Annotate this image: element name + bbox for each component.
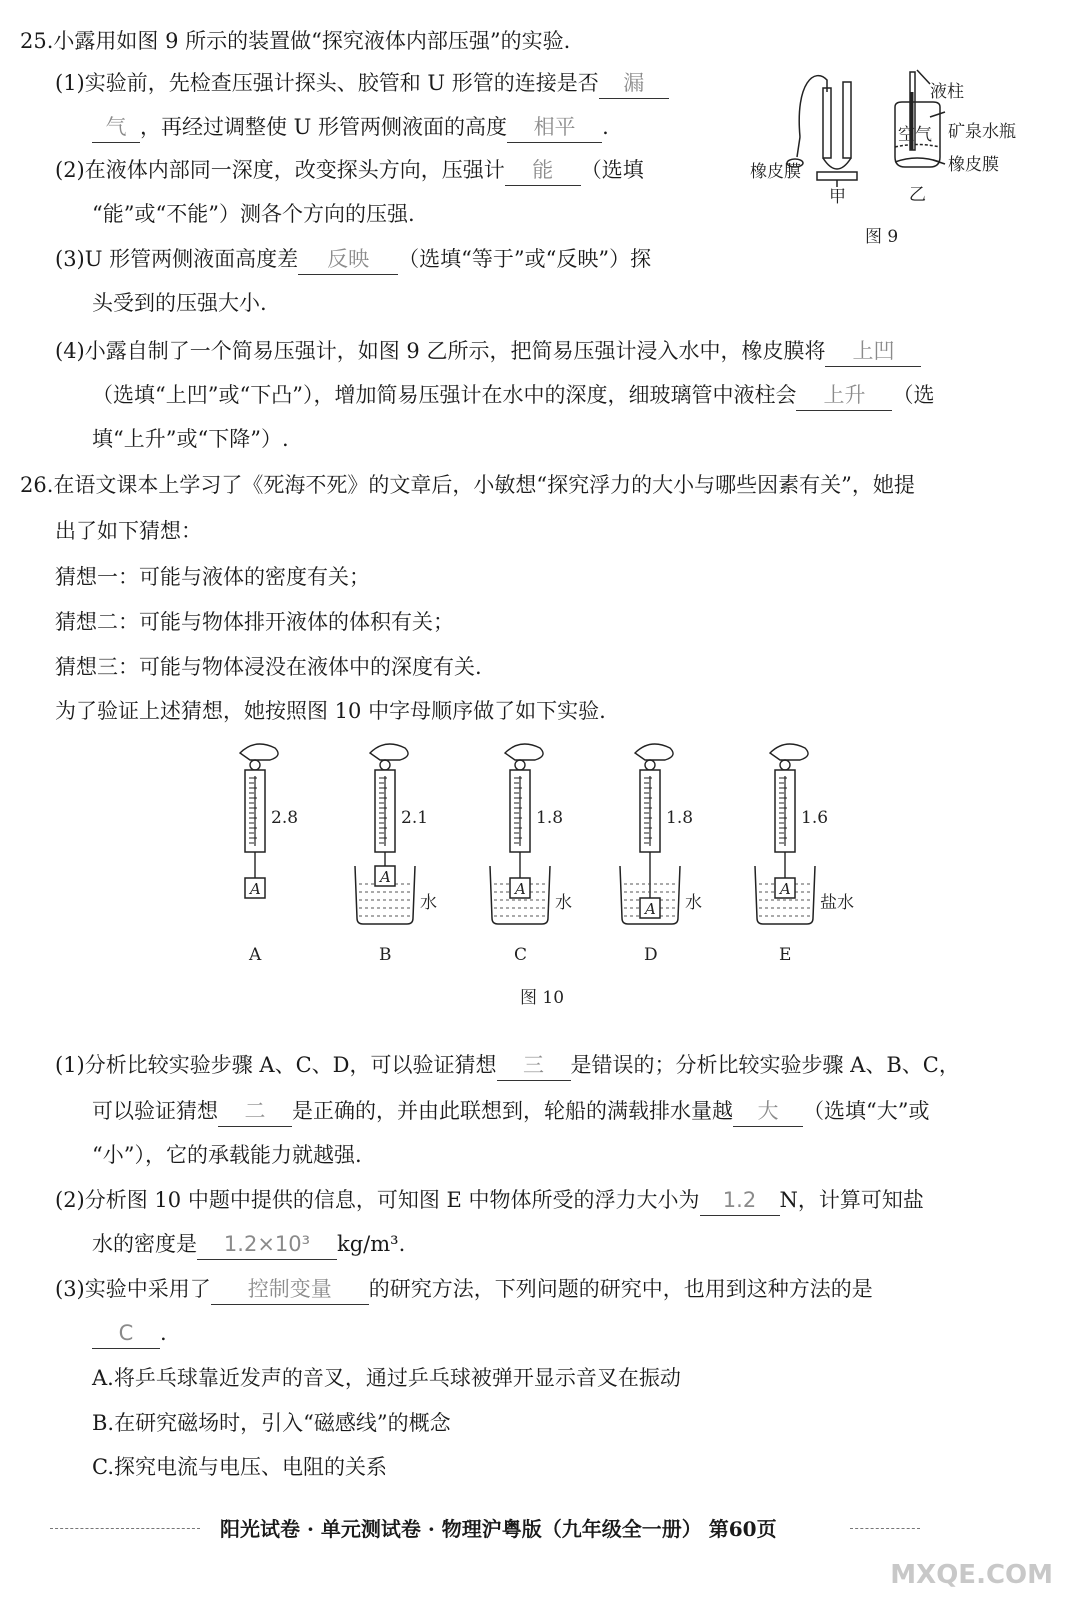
q26-guess3: 猜想三：可能与物体浸没在液体中的深度有关. (55, 655, 482, 679)
q25-part4-line2 (92, 380, 934, 411)
block-label: A (380, 868, 391, 886)
scale-reading: 1.8 (536, 808, 564, 828)
q25-p1b: ，再经过调整使 U 形管两侧液面的高度 (140, 115, 508, 139)
q26-p1a: (1)分析比较实验步骤 A、C、D，可以验证猜想 (55, 1053, 497, 1077)
q25-title: 25.小露用如图 9 所示的装置做“探究液体内部压强”的实验. (20, 29, 571, 53)
q26-p1e: （选填“大”或 (803, 1099, 930, 1123)
scale-reading: 2.8 (271, 808, 299, 828)
block-label: A (645, 900, 656, 918)
setup-letter: C (514, 945, 528, 965)
liquid-label: 水 (555, 893, 572, 913)
spring-scale-setup (490, 744, 572, 965)
liquid-label: 水 (420, 893, 437, 913)
block-label: A (515, 880, 526, 898)
fig9-rubber-left-label: 橡皮膜 (750, 162, 801, 182)
q25-p4a: (4)小露自制了一个简易压强计，如图 9 乙所示，把简易压强计浸入水中，橡皮膜将 (55, 339, 826, 363)
spring-scale-setup (355, 744, 437, 965)
liquid-label: 水 (685, 893, 702, 913)
footer-divider-left (50, 1528, 200, 1529)
answer-blank: 反映 (298, 244, 398, 275)
q25-p3a: (3)U 形管两侧液面高度差 (55, 247, 299, 271)
scale-reading: 1.8 (666, 808, 694, 828)
scale-reading: 1.6 (801, 808, 829, 828)
q26-part2-line1 (55, 1185, 924, 1216)
q25-part3-line1 (55, 244, 651, 275)
fig9-caption: 图 9 (865, 227, 899, 247)
fig9-yi-label: 乙 (909, 185, 926, 205)
q25-part1-line2 (92, 112, 609, 143)
answer-blank: 相平 (507, 112, 602, 143)
answer-blank: C (92, 1318, 160, 1349)
hand-icon (240, 744, 278, 760)
answer-blank: 三 (497, 1050, 571, 1081)
q26-title-line2: 出了如下猜想： (55, 519, 202, 543)
q26-p2a: (2)分析图 10 中题中提供的信息，可知图 E 中物体所受的浮力大小为 (55, 1188, 700, 1212)
q26-p3a: (3)实验中采用了 (55, 1277, 211, 1301)
figure-10 (210, 738, 890, 1018)
fig10-caption: 图 10 (520, 988, 565, 1008)
setup-letter: E (779, 945, 792, 965)
q26-part2-line2 (92, 1229, 405, 1260)
q26-p2b: N，计算可知盐 (779, 1188, 924, 1212)
hand-icon (505, 744, 543, 760)
fig9-air-label: 空气 (898, 125, 932, 145)
q26-part3-line2 (92, 1318, 167, 1349)
q25-part2-line2: “能”或“不能”）测各个方向的压强. (92, 202, 415, 226)
answer-blank: 控制变量 (211, 1274, 369, 1305)
hand-icon (370, 744, 408, 760)
footer-divider-right (850, 1528, 920, 1529)
q25-p2a: (2)在液体内部同一深度，改变探头方向，压强计 (55, 158, 505, 182)
page-footer (50, 1510, 1030, 1550)
q25-p4b: （选填“上凹”或“下凸”），增加简易压强计在水中的深度，细玻璃管中液柱会 (92, 383, 797, 407)
hand-icon (770, 744, 808, 760)
q26-part1-line3: “小”），它的承载能力就越强. (92, 1143, 362, 1167)
fig9-bottle-label: 矿泉水瓶 (948, 122, 1016, 142)
fig9-liquid-label: 液柱 (930, 82, 964, 102)
block-label: A (250, 880, 261, 898)
q25-p4c: （选 (892, 383, 935, 407)
answer-blank: 二 (218, 1096, 292, 1127)
q25-p1c: . (602, 115, 609, 139)
q25-p1a: (1)实验前，先检查压强计探头、胶管和 U 形管的连接是否 (55, 71, 599, 95)
liquid-label: 盐水 (820, 893, 854, 913)
q26-option-c: C.探究电流与电压、电阻的关系 (92, 1455, 387, 1479)
q26-title: 26.在语文课本上学习了《死海不死》的文章后，小敏想“探究浮力的大小与哪些因素有关”，她提 (20, 473, 915, 497)
hand-icon (635, 744, 673, 760)
q25-p3b: （选填“等于”或“反映”）探 (398, 247, 652, 271)
q26-part1-line1 (55, 1050, 960, 1081)
q26-p3b: 的研究方法，下列问题的研究中，也用到这种方法的是 (368, 1277, 873, 1301)
answer-blank: 上凹 (825, 336, 921, 367)
q26-p2d: kg/m³. (337, 1232, 406, 1256)
q25-p2b: （选填 (580, 158, 644, 182)
q26-p1c: 可以验证猜想 (92, 1099, 218, 1123)
answer-blank: 1.2 (700, 1185, 780, 1216)
figure-10-drawing (210, 738, 890, 1018)
q25-part4-line3: 填“上升”或“下降”）. (92, 427, 289, 451)
answer-blank: 能 (505, 155, 581, 186)
figure-9 (745, 62, 1045, 252)
answer-blank: 漏 (599, 68, 669, 99)
q26-intro: 为了验证上述猜想，她按照图 10 中字母顺序做了如下实验. (55, 699, 606, 723)
setup-letter: B (379, 945, 392, 965)
setup-letter: D (644, 945, 658, 965)
q26-guess1: 猜想一：可能与液体的密度有关； (55, 565, 370, 589)
watermark: MXQE.COM (890, 1560, 1053, 1590)
q26-option-b: B.在研究磁场时，引入“磁感线”的概念 (92, 1411, 451, 1435)
q25-part3-line2: 头受到的压强大小. (92, 291, 267, 315)
q25-part4-line1 (55, 336, 921, 367)
block-label: A (780, 880, 791, 898)
spring-scale-setup (620, 744, 702, 965)
spring-scale-setup (240, 744, 298, 965)
q26-p2c: 水的密度是 (92, 1232, 197, 1256)
fig9-jia-label: 甲 (829, 187, 846, 207)
figure-9-drawing (745, 62, 1045, 252)
q25-part1-line1 (55, 68, 669, 99)
q26-option-a: A.将乒乓球靠近发声的音叉，通过乒乓球被弹开显示音叉在振动 (92, 1366, 681, 1390)
fig9-rubber-right-label: 橡皮膜 (948, 155, 999, 175)
spring-scale-setup (755, 744, 854, 965)
answer-blank: 上升 (796, 380, 892, 411)
setup-letter: A (249, 945, 262, 965)
scale-reading: 2.1 (401, 808, 429, 828)
q26-p1b: 是错误的；分析比较实验步骤 A、B、C， (570, 1053, 960, 1077)
q26-p1d: 是正确的，并由此联想到，轮船的满载排水量越 (292, 1099, 733, 1123)
q26-p3c: . (160, 1321, 167, 1345)
answer-blank: 1.2×10³ (197, 1229, 337, 1260)
q25-part2-line1 (55, 155, 644, 186)
footer-text: 阳光试卷 · 单元测试卷 · 物理沪粤版（九年级全一册） 第60页 (220, 1517, 777, 1541)
q26-part3-line1 (55, 1274, 873, 1305)
answer-blank: 气 (92, 112, 140, 143)
q26-guess2: 猜想二：可能与物体排开液体的体积有关； (55, 610, 454, 634)
answer-blank: 大 (733, 1096, 803, 1127)
q26-part1-line2 (92, 1096, 929, 1127)
